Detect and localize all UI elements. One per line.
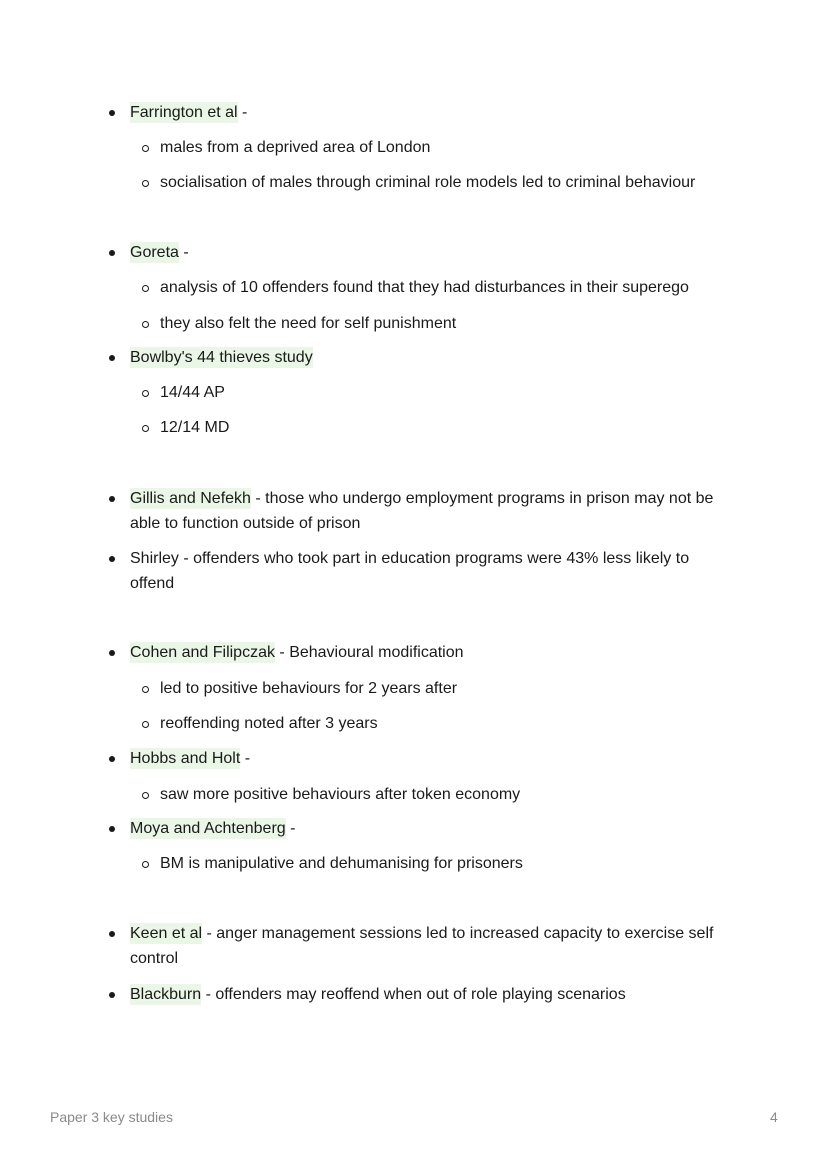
bullet-icon [109, 355, 115, 361]
list-item: Farrington et al - [130, 100, 728, 125]
study-name: Gillis and Nefekh [130, 490, 251, 507]
study-name: Goreta [130, 244, 179, 261]
sub-list-item: males from a deprived area of London [160, 135, 728, 160]
list-item: Goreta - [130, 240, 728, 265]
bullet-icon [109, 556, 115, 562]
study-name: Blackburn [130, 986, 202, 1003]
bullet-icon [109, 756, 115, 762]
sub-list-item: they also felt the need for self punishment [160, 311, 728, 336]
list-item: Cohen and Filipczak - Behavioural modification [130, 640, 728, 665]
circle-bullet-icon [142, 180, 149, 187]
circle-bullet-icon [142, 686, 149, 693]
bullet-icon [109, 496, 115, 502]
circle-bullet-icon [142, 721, 149, 728]
list-item: Hobbs and Holt - [130, 746, 728, 771]
circle-bullet-icon [142, 425, 149, 432]
bullet-icon [109, 110, 115, 116]
study-name: Bowlby's 44 thieves study [130, 349, 313, 366]
list-item [130, 345, 728, 370]
study-name: Hobbs and Holt [130, 750, 241, 767]
circle-bullet-icon [142, 321, 149, 328]
sub-list-item: led to positive behaviours for 2 years after [160, 676, 728, 701]
list-item: Gillis and Nefekh - those who undergo employment programs in prison may not be able to function outside of prison [130, 486, 728, 536]
footer-title: Paper 3 key studies [50, 1109, 173, 1125]
page-number: 4 [770, 1109, 778, 1125]
sub-list-item: analysis of 10 offenders found that they had disturbances in their superego [160, 275, 728, 300]
bullet-icon [109, 826, 115, 832]
sub-list-item: 12/14 MD [160, 415, 728, 440]
circle-bullet-icon [142, 861, 149, 868]
study-name: Farrington et al [130, 104, 238, 121]
list-item: Keen et al - anger management sessions led to increased capacity to exercise self control [130, 921, 728, 971]
circle-bullet-icon [142, 285, 149, 292]
bullet-icon [109, 250, 115, 256]
sub-list-item: saw more positive behaviours after token economy [160, 782, 728, 807]
bullet-icon [109, 992, 115, 998]
circle-bullet-icon [142, 390, 149, 397]
bullet-icon [109, 650, 115, 656]
study-name: Moya and Achtenberg [130, 820, 286, 837]
sub-list-item: reoffending noted after 3 years [160, 711, 728, 736]
study-name: Cohen and Filipczak [130, 644, 275, 661]
list-item: Moya and Achtenberg - [130, 816, 728, 841]
sub-list-item: BM is manipulative and dehumanising for prisoners [160, 851, 728, 876]
study-name: Keen et al [130, 925, 203, 942]
circle-bullet-icon [142, 145, 149, 152]
sub-list-item: 14/44 AP [160, 380, 728, 405]
list-item: Shirley - offenders who took part in education programs were 43% less likely to offend [130, 546, 728, 596]
bullet-icon [109, 931, 115, 937]
list-item: Blackburn - offenders may reoffend when out of role playing scenarios [130, 982, 728, 1007]
circle-bullet-icon [142, 792, 149, 799]
sub-list-item: socialisation of males through criminal role models led to criminal behaviour [160, 170, 728, 195]
